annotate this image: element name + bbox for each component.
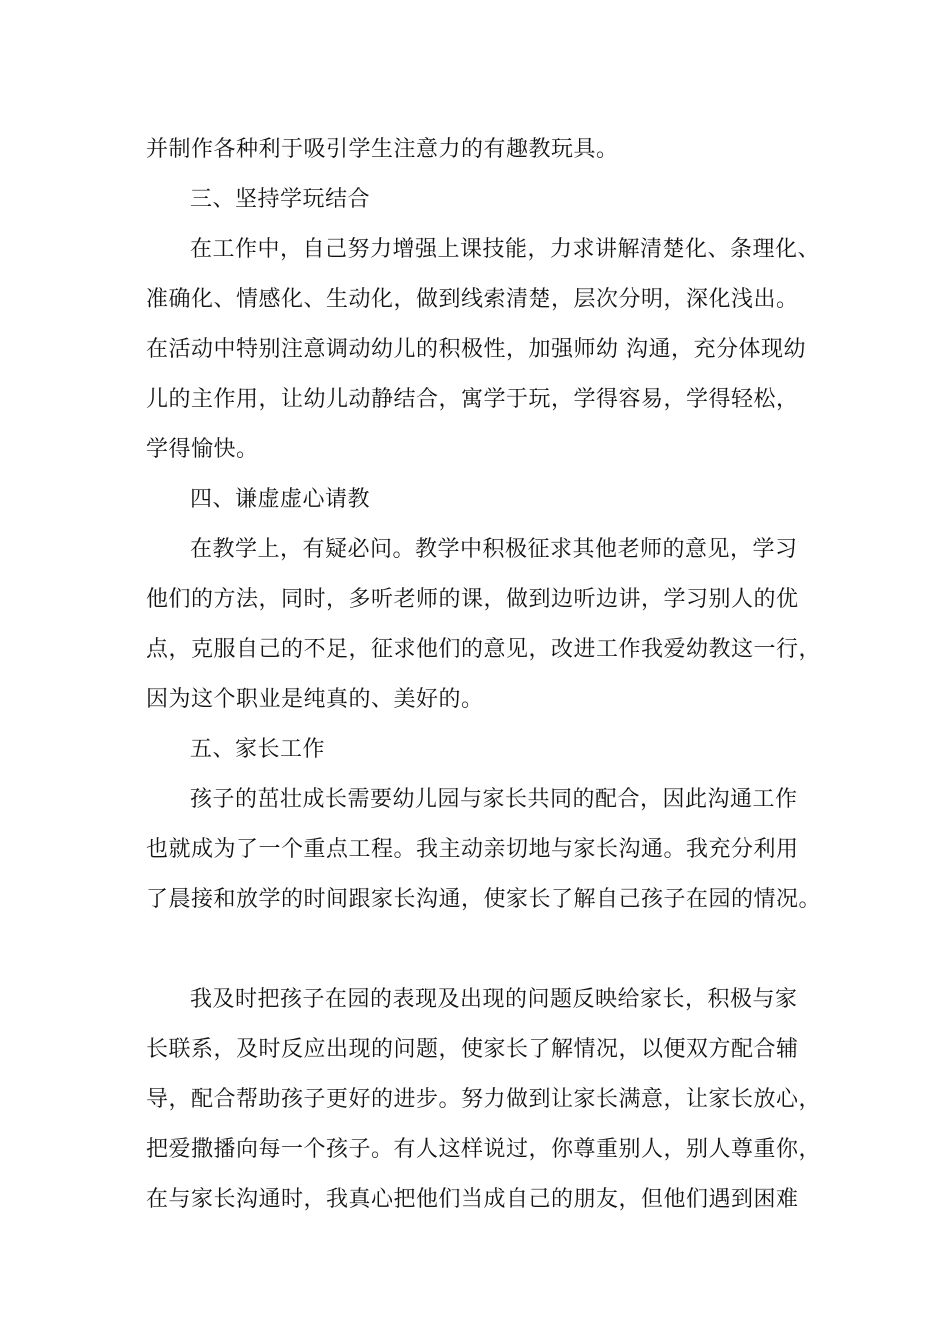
paragraph-line: 把爱撒播向每一个孩子。有人这样说过，你尊重别人，别人尊重你， [146,1137,822,1162]
paragraph-line: 因为这个职业是纯真的、美好的。 [146,687,484,712]
paragraph-line: 我及时把孩子在园的表现及出现的问题反映给家长，积极与家 [190,987,798,1012]
paragraph-line: 儿的主作用，让幼儿动静结合，寓学于玩，学得容易，学得轻松， [146,387,799,412]
section-heading: 三、坚持学玩结合 [190,187,371,212]
paragraph-line: 了晨接和放学的时间跟家长沟通，使家长了解自己孩子在园的情况。 [146,887,822,912]
paragraph-line: 他们的方法，同时，多听老师的课，做到边听边讲，学习别人的优 [146,587,799,612]
paragraph-line: 长联系，及时反应出现的问题，使家长了解情况，以便双方配合辅 [146,1037,799,1062]
paragraph-line: 在活动中特别注意调动幼儿的积极性，加强师幼 沟通，充分体现幼 [146,337,806,362]
paragraph-line: 在工作中，自己努力增强上课技能，力求讲解清楚化、条理化、 [190,237,821,262]
section-heading: 五、家长工作 [190,737,326,762]
paragraph-line: 在教学上，有疑必问。教学中积极征求其他老师的意见，学习 [190,537,798,562]
paragraph-line: 导，配合帮助孩子更好的进步。努力做到让家长满意，让家长放心， [146,1087,822,1112]
paragraph-line: 学得愉快。 [146,437,259,462]
paragraph-line: 点，克服自己的不足，征求他们的意见，改进工作我爱幼教这一行， [146,637,822,662]
paragraph-line: 准确化、情感化、生动化，做到线索清楚，层次分明，深化浅出。 [146,287,799,312]
section-heading: 四、谦虚虚心请教 [190,487,371,512]
paragraph-line: 孩子的茁壮成长需要幼儿园与家长共同的配合，因此沟通工作 [190,787,798,812]
paragraph-line: 并制作各种利于吸引学生注意力的有趣教玩具。 [146,137,619,162]
paragraph-line: 在与家长沟通时，我真心把他们当成自己的朋友，但他们遇到困难 [146,1187,799,1212]
paragraph-line: 也就成为了一个重点工程。我主动亲切地与家长沟通。我充分利用 [146,837,799,862]
